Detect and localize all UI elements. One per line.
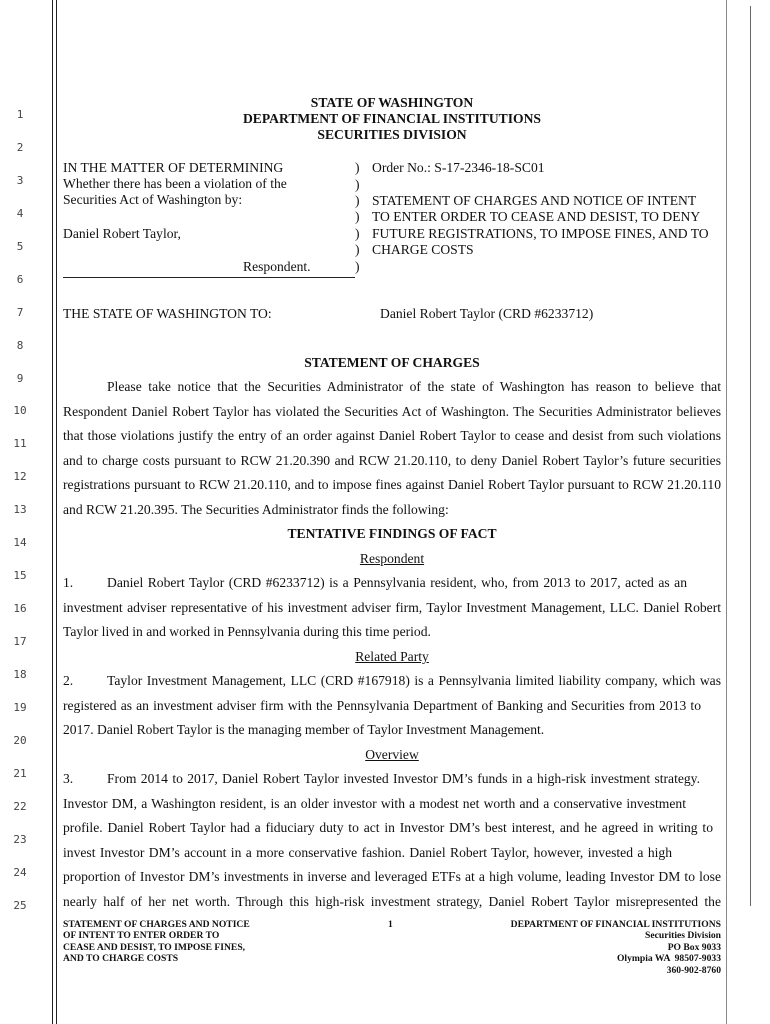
footer-agency: DEPARTMENT OF FINANCIAL INSTITUTIONS — [510, 919, 721, 930]
paragraph-line: invest Investor DM’s account in a more conservative fashion. Daniel Robert Taylor, however, invested a high — [63, 845, 672, 860]
line-number: 1 — [16, 108, 24, 121]
paragraph-line: 2017. Daniel Robert Taylor is the managing member of Taylor Investment Management. — [63, 722, 545, 737]
footer-division: Securities Division — [645, 930, 721, 941]
caption-paren: ) — [355, 160, 360, 175]
line-number: 19 — [13, 701, 27, 714]
order-number: Order No.: S-17-2346-18-SC01 — [372, 160, 545, 175]
caption-matter: IN THE MATTER OF DETERMINING — [63, 160, 284, 175]
line-number: 21 — [13, 767, 27, 780]
caption-paren: ) — [355, 209, 360, 224]
paragraph-number: 3. — [63, 771, 74, 786]
order-title-line: STATEMENT OF CHARGES AND NOTICE OF INTENT — [372, 193, 697, 208]
line-number: 4 — [16, 207, 24, 220]
line-number: 6 — [16, 273, 24, 286]
line-number: 20 — [13, 734, 27, 747]
order-title-line: FUTURE REGISTRATIONS, TO IMPOSE FINES, AND TO — [372, 226, 709, 241]
line-number: 10 — [13, 404, 27, 417]
line-number: 9 — [16, 372, 24, 385]
footer-title-line: AND TO CHARGE COSTS — [63, 953, 179, 964]
caption-act: Securities Act of Washington by: — [63, 192, 243, 207]
footer-po-box: PO Box 9033 — [667, 942, 721, 953]
footer-title-line: STATEMENT OF CHARGES AND NOTICE — [63, 919, 250, 930]
intro-line: and to charge costs pursuant to RCW 21.20.390 and RCW 21.20.110, to deny Daniel Robert Taylor’s future securities — [63, 453, 721, 468]
respondent-subheading: Respondent — [359, 551, 425, 566]
paragraph-number: 1. — [63, 575, 74, 590]
addressee-label: THE STATE OF WASHINGTON TO: — [63, 306, 272, 321]
caption-divider — [63, 277, 355, 278]
left-margin-rule-inner — [56, 0, 57, 1024]
line-number: 24 — [13, 866, 27, 879]
line-number: 11 — [13, 437, 27, 450]
heading-division: SECURITIES DIVISION — [317, 127, 467, 142]
heading-state: STATE OF WASHINGTON — [310, 95, 474, 110]
line-number: 12 — [13, 470, 27, 483]
intro-line: Please take notice that the Securities Administrator of the state of Washington has reason to believe that — [107, 379, 721, 394]
caption-paren: ) — [355, 226, 360, 241]
left-margin-rule-outer — [52, 0, 53, 1024]
related-party-subheading: Related Party — [355, 649, 429, 664]
line-number: 2 — [16, 141, 24, 154]
intro-line: that those violations justify the entry of an order against Daniel Robert Taylor to cease and desist from such violations — [63, 428, 721, 443]
right-margin-rule — [726, 0, 727, 1024]
caption-paren: ) — [355, 177, 360, 192]
caption-paren: ) — [355, 259, 360, 274]
paragraph-line: proportion of Investor DM’s investments in inverse and leveraged ETFs at a high volume, leading Investor DM to lose — [63, 869, 721, 884]
paragraph-line: Taylor lived in and worked in Pennsylvania during this time period. — [63, 624, 431, 639]
line-number: 14 — [13, 536, 27, 549]
findings-heading: TENTATIVE FINDINGS OF FACT — [287, 526, 497, 541]
line-number: 16 — [13, 602, 27, 615]
line-number: 25 — [13, 899, 27, 912]
page-number: 1 — [388, 919, 393, 930]
paragraph-line: Taylor Investment Management, LLC (CRD #167918) is a Pennsylvania limited liability company, which was — [107, 673, 721, 688]
paragraph-line: profile. Daniel Robert Taylor had a fiduciary duty to act in Investor DM’s best interest, and he agreed in writing to — [63, 820, 713, 835]
heading-department: DEPARTMENT OF FINANCIAL INSTITUTIONS — [242, 111, 541, 126]
paragraph-line: registered as an investment adviser firm with the Pennsylvania Department of Banking and Securities from 2013 to — [63, 698, 701, 713]
line-number: 7 — [16, 306, 24, 319]
caption-paren: ) — [355, 242, 360, 257]
line-number: 17 — [13, 635, 27, 648]
right-edge-rule — [750, 6, 751, 906]
caption-respondent-label: Respondent. — [243, 259, 311, 274]
paragraph-line: Daniel Robert Taylor (CRD #6233712) is a Pennsylvania resident, who, from 2013 to 2017, acted as an — [107, 575, 687, 590]
paragraph-line: Investor DM, a Washington resident, is an older investor with a modest net worth and a conservative investment — [63, 796, 686, 811]
paragraph-number: 2. — [63, 673, 74, 688]
paragraph-line: From 2014 to 2017, Daniel Robert Taylor invested Investor DM’s funds in a high-risk investment strategy. — [107, 771, 700, 786]
footer-title-line: CEASE AND DESIST, TO IMPOSE FINES, — [63, 942, 246, 953]
line-number: 23 — [13, 833, 27, 846]
caption-respondent-name: Daniel Robert Taylor, — [63, 226, 181, 241]
line-number: 3 — [16, 174, 24, 187]
order-title-line: TO ENTER ORDER TO CEASE AND DESIST, TO DENY — [372, 209, 701, 224]
line-number: 13 — [13, 503, 27, 516]
line-number: 22 — [13, 800, 27, 813]
caption-violation: Whether there has been a violation of the — [63, 176, 287, 191]
caption-paren: ) — [355, 193, 360, 208]
addressee-name: Daniel Robert Taylor (CRD #6233712) — [380, 306, 594, 321]
intro-line: registrations pursuant to RCW 21.20.110, and to impose fines against Daniel Robert Taylor pursuant to RCW 21.20.110 — [63, 477, 721, 492]
line-number: 5 — [16, 240, 24, 253]
line-number: 8 — [16, 339, 24, 352]
intro-line: and RCW 21.20.395. The Securities Administrator finds the following: — [63, 502, 449, 517]
paragraph-line: nearly half of her net worth. Through this high-risk investment strategy, Daniel Robert Taylor misrepresented the — [63, 894, 721, 909]
footer-city: Olympia WA 98507-9033 — [616, 953, 721, 964]
paragraph-line: investment adviser representative of his investment adviser firm, Taylor Investment Management, LLC. Daniel Robert — [63, 600, 721, 615]
line-number: 15 — [13, 569, 27, 582]
footer-title-line: OF INTENT TO ENTER ORDER TO — [63, 930, 220, 941]
order-title-line: CHARGE COSTS — [372, 242, 474, 257]
footer-phone: 360-902-8760 — [666, 965, 721, 976]
statement-heading: STATEMENT OF CHARGES — [304, 355, 480, 370]
intro-line: Respondent Daniel Robert Taylor has violated the Securities Act of Washington. The Securities Administrator believes — [63, 404, 721, 419]
line-number: 18 — [13, 668, 27, 681]
overview-subheading: Overview — [365, 747, 419, 762]
